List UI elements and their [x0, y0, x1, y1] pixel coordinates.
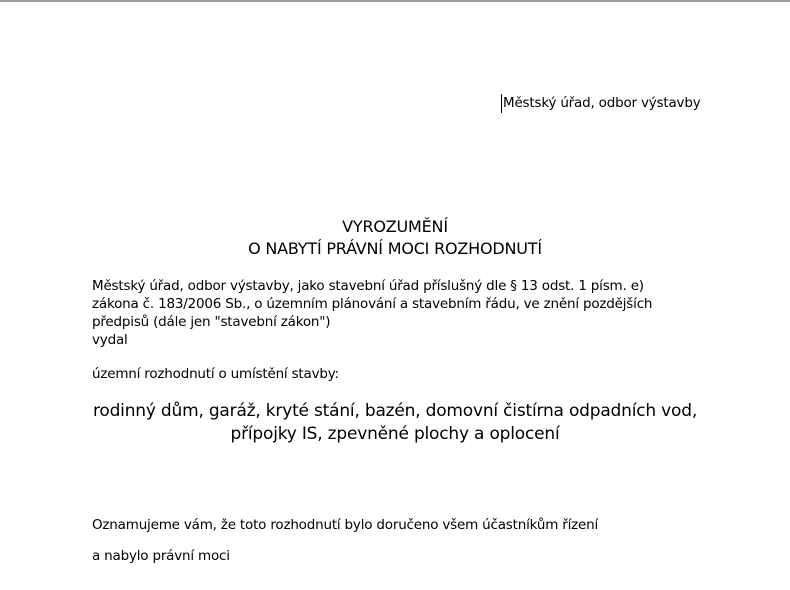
document-title — [0, 216, 790, 260]
subject-line-1: rodinný dům, garáž, kryté stání, bazén, domovní čistírna odpadních vod, — [92, 401, 698, 421]
title-line-1: VYROZUMĚNÍ — [342, 217, 448, 236]
intro-line-1: Městský úřad, odbor výstavby, jako stavební úřad příslušný dle § 13 odst. 1 písm. e) — [92, 278, 644, 294]
notice-line-2: a nabylo právní moci — [92, 548, 230, 564]
text-cursor — [501, 94, 502, 113]
intro-line-2: zákona č. 183/2006 Sb., o územním plánování a stavebním řádu, ve znění pozdějších — [92, 296, 653, 312]
intro-line-4: vydal — [92, 332, 128, 348]
subject-line-2: přípojky IS, zpevněné plochy a oplocení — [230, 424, 560, 444]
title-line-2: O NABYTÍ PRÁVNÍ MOCI ROZHODNUTÍ — [248, 239, 542, 258]
intro-line-3: předpisů (dále jen "stavební zákon") — [92, 314, 331, 330]
decision-label: územní rozhodnutí o umístění stavby: — [92, 366, 339, 382]
construction-subject — [0, 400, 790, 446]
office-header: Městský úřad, odbor výstavby — [503, 95, 701, 111]
intro-paragraph — [92, 277, 652, 349]
notice-line-1: Oznamujeme vám, že toto rozhodnutí bylo doručeno všem účastníkům řízení — [92, 517, 599, 533]
